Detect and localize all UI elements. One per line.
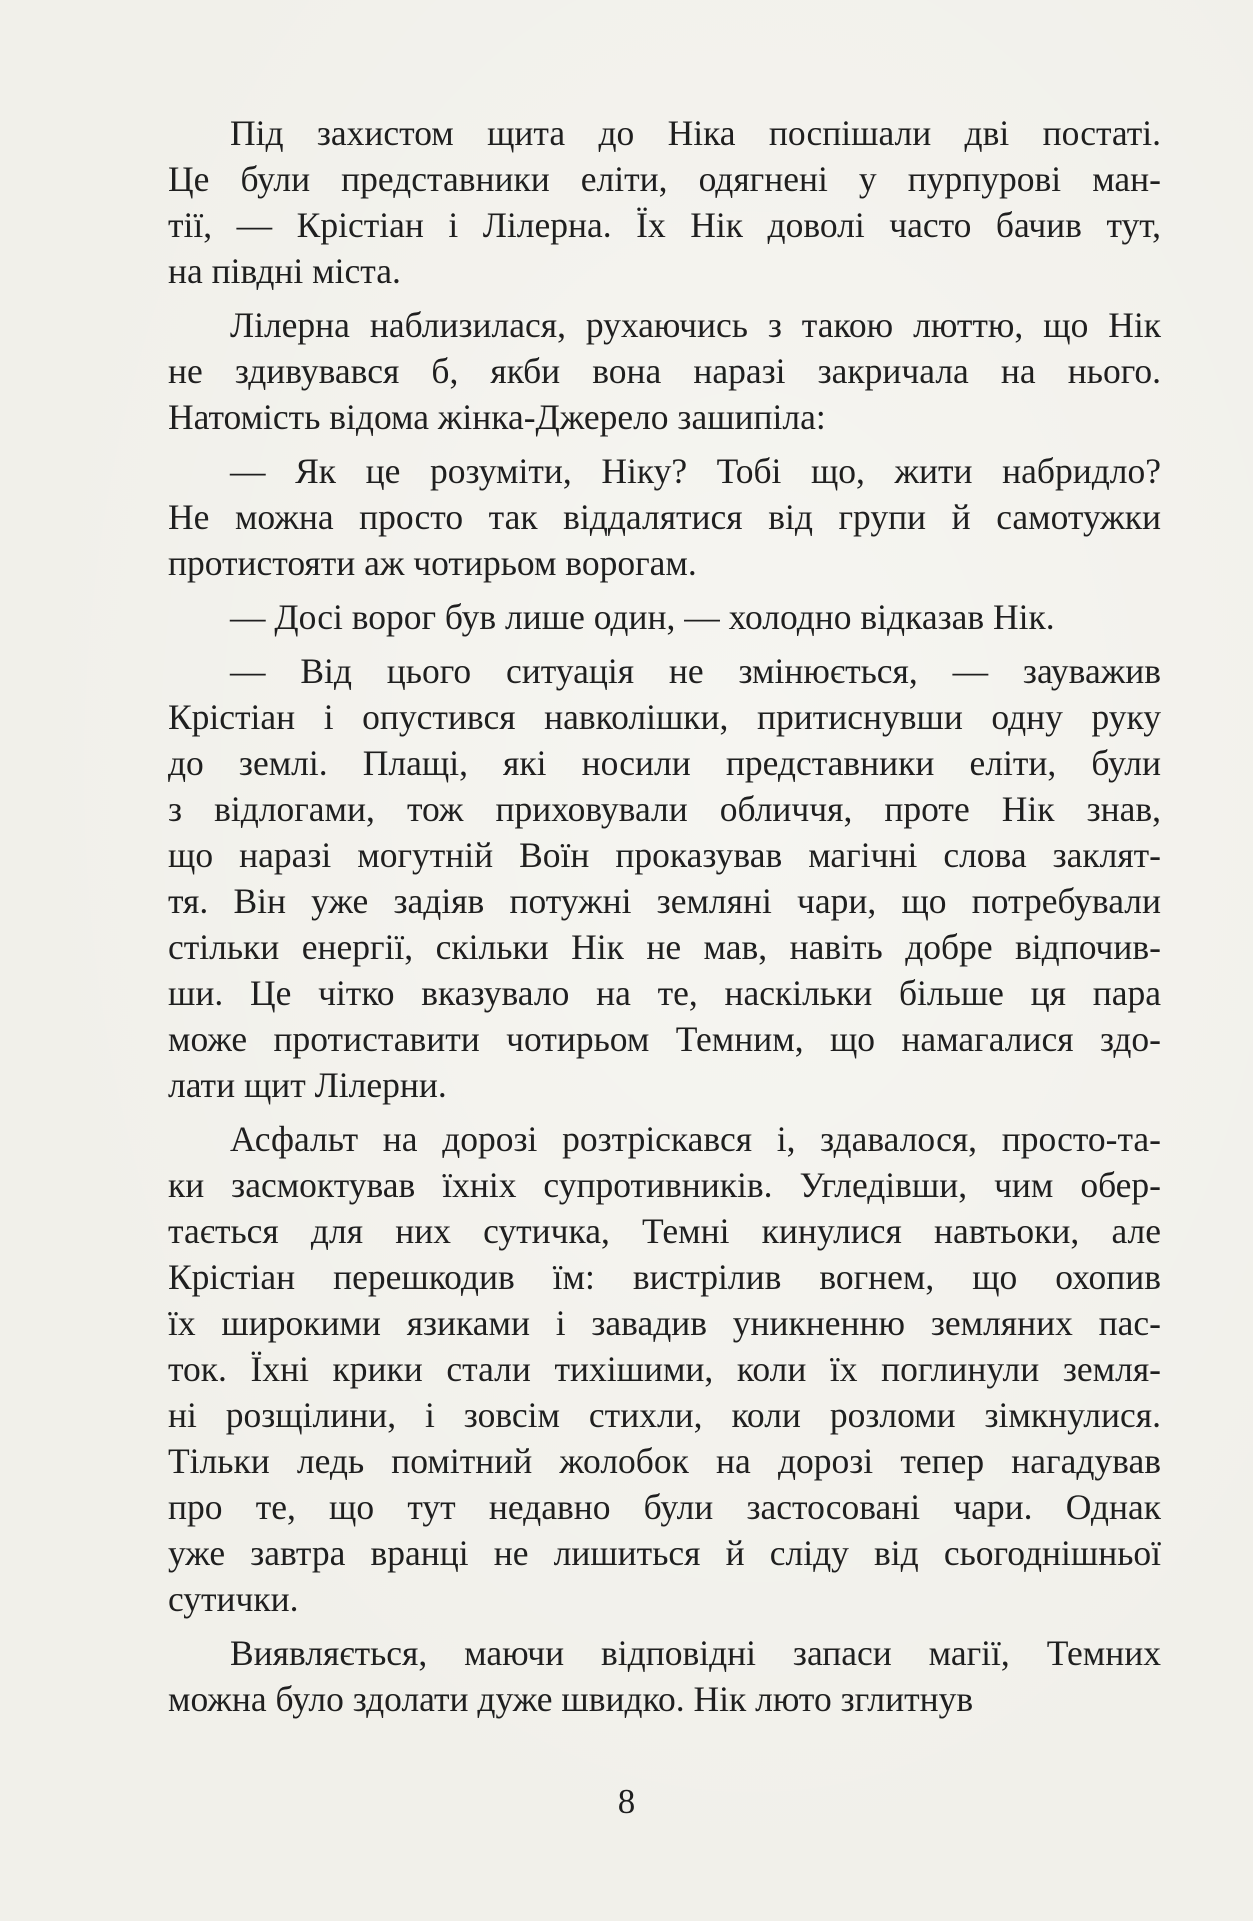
text-line: Крістіан і опустився навколішки, притиснувши одну руку bbox=[168, 697, 1161, 737]
text-line: на півдні міста. bbox=[168, 251, 401, 291]
text-line: протистояти аж чотирьом ворогам. bbox=[168, 543, 697, 583]
text-line: Натомість відома жінка-Джерело зашипіла: bbox=[168, 397, 826, 437]
text-line: ши. Це чітко вказувало на те, наскільки більше ця пара bbox=[168, 973, 1161, 1013]
text-line: не здивувався б, якби вона наразі закричала на нього. bbox=[168, 351, 1161, 391]
text-line: можна було здолати дуже швидко. Нік люто зглитнув bbox=[168, 1679, 974, 1719]
paragraph bbox=[168, 302, 1161, 440]
text-line: Це були представники еліти, одягнені у пурпурові ман- bbox=[168, 159, 1161, 199]
body-text bbox=[168, 110, 1161, 1730]
text-line: їх широкими язиками і завадив уникненню земляних пас- bbox=[168, 1303, 1161, 1343]
text-line: — Від цього ситуація не змінюється, — зауважив bbox=[230, 651, 1161, 691]
text-line: може протиставити чотирьом Темним, що намагалися здо- bbox=[168, 1019, 1161, 1059]
text-line: сутички. bbox=[168, 1579, 299, 1619]
text-line: — Як це розуміти, Ніку? Тобі що, жити набридло? bbox=[230, 451, 1161, 491]
text-line: Виявляється, маючи відповідні запаси магії, Темних bbox=[230, 1633, 1161, 1673]
paragraph bbox=[168, 110, 1161, 294]
text-line: тя. Він уже задіяв потужні земляні чари, що потребували bbox=[168, 881, 1161, 921]
text-line: з відлогами, тож приховували обличчя, проте Нік знав, bbox=[168, 789, 1161, 829]
text-line: Крістіан перешкодив їм: вистрілив вогнем, що охопив bbox=[168, 1257, 1161, 1297]
page-number: 8 bbox=[617, 1782, 636, 1821]
text-line: лати щит Лілерни. bbox=[168, 1065, 447, 1105]
text-line: Під захистом щита до Ніка поспішали дві постаті. bbox=[230, 113, 1161, 153]
paragraph bbox=[168, 1116, 1161, 1622]
paragraph bbox=[168, 594, 1161, 640]
text-line: Тільки ледь помітний жолобок на дорозі тепер нагадував bbox=[168, 1441, 1161, 1481]
text-line: уже завтра вранці не лишиться й сліду від сьогоднішньої bbox=[168, 1533, 1161, 1573]
paragraph bbox=[168, 648, 1161, 1108]
text-line: тається для них сутичка, Темні кинулися навтьоки, але bbox=[168, 1211, 1161, 1251]
text-line: ток. Їхні крики стали тихішими, коли їх поглинули земля- bbox=[168, 1349, 1161, 1389]
paragraph bbox=[168, 448, 1161, 586]
text-line: тії, — Крістіан і Лілерна. Їх Нік доволі часто бачив тут, bbox=[168, 205, 1161, 245]
text-line: Асфальт на дорозі розтріскався і, здавалося, просто-та- bbox=[230, 1119, 1161, 1159]
text-line: що наразі могутній Воїн проказував магічні слова заклят- bbox=[168, 835, 1161, 875]
text-line: про те, що тут недавно були застосовані чари. Однак bbox=[168, 1487, 1161, 1527]
text-line: — Досі ворог був лише один, — холодно відказав Нік. bbox=[230, 597, 1055, 637]
text-line: стільки енергії, скільки Нік не мав, навіть добре відпочив- bbox=[168, 927, 1161, 967]
paragraph bbox=[168, 1630, 1161, 1722]
text-line: до землі. Плащі, які носили представники еліти, були bbox=[168, 743, 1161, 783]
text-line: Не можна просто так віддалятися від групи й самотужки bbox=[168, 497, 1161, 537]
text-line: Лілерна наблизилася, рухаючись з такою люттю, що Нік bbox=[230, 305, 1161, 345]
text-line: ні розщілини, і зовсім стихли, коли розломи зімкнулися. bbox=[168, 1395, 1161, 1435]
text-line: ки засмоктував їхніх супротивників. Угледівши, чим обер- bbox=[168, 1165, 1161, 1205]
